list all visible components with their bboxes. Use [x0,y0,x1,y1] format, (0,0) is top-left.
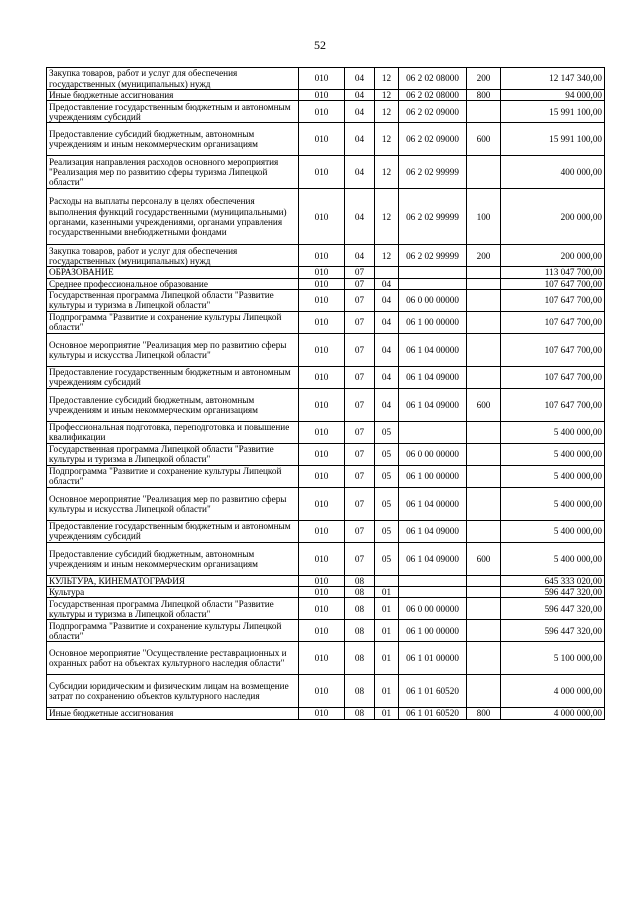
cell-target-article: 06 1 01 60520 [399,708,467,719]
cell-admin-code: 010 [299,267,345,278]
cell-admin-code: 010 [299,366,345,388]
cell-admin-code: 010 [299,587,345,598]
cell-expense-type: 600 [467,388,501,421]
cell-name: Предоставление государственным бюджетным и автономным учреждениям субсидий [47,520,299,542]
cell-amount: 596 447 320,00 [501,620,605,642]
cell-expense-type [467,575,501,586]
cell-subsection: 12 [375,90,399,101]
cell-subsection: 12 [375,245,399,267]
cell-admin-code: 010 [299,156,345,189]
cell-subsection: 01 [375,708,399,719]
cell-subsection: 04 [375,333,399,366]
table-row [47,189,605,245]
cell-section: 07 [345,542,375,575]
cell-section: 04 [345,245,375,267]
table-row [47,156,605,189]
cell-name: Закупка товаров, работ и услуг для обеспечения государственных (муниципальных) нужд [47,245,299,267]
cell-admin-code: 010 [299,642,345,675]
cell-name: Основное мероприятие "Осуществление реставрационных и охранных работ на объектах культурного наследия области" [47,642,299,675]
cell-expense-type [467,487,501,520]
cell-name: Подпрограмма "Развитие и сохранение культуры Липецкой области" [47,620,299,642]
cell-target-article: 06 1 04 00000 [399,333,467,366]
cell-admin-code: 010 [299,189,345,245]
cell-name: Реализация направления расходов основного мероприятия "Реализация мер по развитию сферы туризма Липецкой области" [47,156,299,189]
table-row [47,620,605,642]
table-row [47,311,605,333]
cell-amount: 645 333 020,00 [501,575,605,586]
cell-admin-code: 010 [299,68,345,90]
cell-admin-code: 010 [299,101,345,123]
cell-subsection: 04 [375,366,399,388]
table-row [47,421,605,443]
cell-subsection: 05 [375,421,399,443]
cell-amount: 107 647 700,00 [501,388,605,421]
table-row [47,278,605,289]
cell-target-article: 06 1 04 09000 [399,388,467,421]
cell-name: Государственная программа Липецкой области "Развитие культуры и туризма в Липецкой области" [47,289,299,311]
cell-admin-code: 010 [299,520,345,542]
cell-expense-type [467,278,501,289]
cell-subsection [375,267,399,278]
cell-name: Культура [47,587,299,598]
cell-subsection: 12 [375,68,399,90]
cell-expense-type [467,421,501,443]
cell-target-article: 06 1 00 00000 [399,465,467,487]
cell-name: Государственная программа Липецкой области "Развитие культуры и туризма в Липецкой области" [47,443,299,465]
cell-expense-type [467,675,501,708]
cell-section: 07 [345,289,375,311]
cell-target-article: 06 2 02 99999 [399,156,467,189]
cell-target-article: 06 2 02 08000 [399,68,467,90]
cell-expense-type [467,520,501,542]
table-row [47,520,605,542]
cell-admin-code: 010 [299,421,345,443]
cell-section: 08 [345,620,375,642]
cell-expense-type [467,443,501,465]
cell-name: Основное мероприятие "Реализация мер по развитию сферы культуры и искусства Липецкой области" [47,333,299,366]
cell-target-article: 06 1 00 00000 [399,311,467,333]
cell-subsection [375,575,399,586]
cell-section: 07 [345,443,375,465]
cell-amount: 94 000,00 [501,90,605,101]
cell-target-article: 06 1 04 09000 [399,520,467,542]
cell-target-article: 06 2 02 99999 [399,189,467,245]
table-row [47,542,605,575]
cell-target-article: 06 2 02 09000 [399,123,467,156]
cell-amount: 5 400 000,00 [501,421,605,443]
cell-section: 08 [345,575,375,586]
cell-amount: 107 647 700,00 [501,333,605,366]
table-row [47,575,605,586]
cell-amount: 113 047 700,00 [501,267,605,278]
table-row [47,123,605,156]
cell-admin-code: 010 [299,598,345,620]
cell-subsection: 12 [375,101,399,123]
cell-admin-code: 010 [299,542,345,575]
cell-section: 04 [345,189,375,245]
table-row [47,245,605,267]
cell-name: Предоставление субсидий бюджетным, автономным учреждениям и иным некоммерческим организациям [47,123,299,156]
cell-subsection: 05 [375,465,399,487]
cell-target-article [399,575,467,586]
cell-section: 07 [345,366,375,388]
cell-expense-type: 800 [467,708,501,719]
table-row [47,366,605,388]
cell-section: 07 [345,421,375,443]
cell-admin-code: 010 [299,245,345,267]
cell-expense-type [467,267,501,278]
table-row [47,90,605,101]
cell-name: Субсидии юридическим и физическим лицам на возмещение затрат по сохранению объектов культурного наследия [47,675,299,708]
cell-amount: 15 991 100,00 [501,123,605,156]
cell-admin-code: 010 [299,443,345,465]
cell-admin-code: 010 [299,388,345,421]
cell-target-article [399,267,467,278]
cell-expense-type [467,366,501,388]
cell-amount: 5 400 000,00 [501,443,605,465]
cell-subsection: 12 [375,189,399,245]
cell-name: Расходы на выплаты персоналу в целях обеспечения выполнения функций государственными (муниципальными) органами, казенными учреждениями, органами управления государственными внебюджетными фондами [47,189,299,245]
table-row [47,388,605,421]
cell-name: Подпрограмма "Развитие и сохранение культуры Липецкой области" [47,311,299,333]
cell-target-article: 06 2 02 09000 [399,101,467,123]
cell-subsection: 12 [375,156,399,189]
cell-name: Иные бюджетные ассигнования [47,708,299,719]
cell-expense-type: 600 [467,542,501,575]
cell-target-article: 06 1 00 00000 [399,620,467,642]
cell-target-article: 06 2 02 08000 [399,90,467,101]
cell-expense-type: 200 [467,68,501,90]
cell-expense-type: 200 [467,245,501,267]
cell-amount: 12 147 340,00 [501,68,605,90]
cell-target-article: 06 0 00 00000 [399,289,467,311]
cell-amount: 400 000,00 [501,156,605,189]
cell-name: Предоставление государственным бюджетным и автономным учреждениям субсидий [47,366,299,388]
table-row [47,443,605,465]
cell-name: Предоставление субсидий бюджетным, автономным учреждениям и иным некоммерческим организациям [47,388,299,421]
cell-name: ОБРАЗОВАНИЕ [47,267,299,278]
cell-subsection: 12 [375,123,399,156]
cell-subsection: 04 [375,289,399,311]
cell-admin-code: 010 [299,675,345,708]
cell-section: 04 [345,68,375,90]
cell-subsection: 04 [375,311,399,333]
cell-admin-code: 010 [299,487,345,520]
cell-target-article [399,421,467,443]
cell-target-article: 06 0 00 00000 [399,598,467,620]
cell-name: Профессиональная подготовка, переподготовка и повышение квалификации [47,421,299,443]
cell-section: 07 [345,311,375,333]
table-row [47,101,605,123]
table-row [47,465,605,487]
cell-target-article: 06 1 01 60520 [399,675,467,708]
table-row [47,675,605,708]
table-row [47,68,605,90]
cell-section: 07 [345,267,375,278]
cell-name: Подпрограмма "Развитие и сохранение культуры Липецкой области" [47,465,299,487]
cell-section: 07 [345,465,375,487]
table-row [47,708,605,719]
cell-amount: 5 100 000,00 [501,642,605,675]
cell-expense-type [467,101,501,123]
cell-subsection: 05 [375,542,399,575]
table-row [47,598,605,620]
cell-section: 07 [345,520,375,542]
cell-section: 08 [345,587,375,598]
cell-admin-code: 010 [299,708,345,719]
cell-subsection: 01 [375,620,399,642]
cell-section: 08 [345,675,375,708]
cell-amount: 200 000,00 [501,189,605,245]
cell-amount: 5 400 000,00 [501,520,605,542]
cell-admin-code: 010 [299,123,345,156]
cell-amount: 5 400 000,00 [501,542,605,575]
cell-amount: 596 447 320,00 [501,598,605,620]
cell-amount: 4 000 000,00 [501,675,605,708]
cell-expense-type: 800 [467,90,501,101]
table-row [47,487,605,520]
cell-name: Иные бюджетные ассигнования [47,90,299,101]
cell-amount: 4 000 000,00 [501,708,605,719]
cell-target-article: 06 1 01 00000 [399,642,467,675]
cell-section: 04 [345,156,375,189]
budget-table [46,67,605,720]
cell-admin-code: 010 [299,90,345,101]
cell-amount: 107 647 700,00 [501,289,605,311]
cell-section: 08 [345,708,375,719]
cell-subsection: 01 [375,675,399,708]
cell-amount: 107 647 700,00 [501,278,605,289]
cell-name: Среднее профессиональное образование [47,278,299,289]
cell-section: 08 [345,642,375,675]
cell-expense-type [467,620,501,642]
cell-section: 07 [345,333,375,366]
cell-target-article: 06 0 00 00000 [399,443,467,465]
cell-subsection: 04 [375,388,399,421]
cell-name: Закупка товаров, работ и услуг для обеспечения государственных (муниципальных) нужд [47,68,299,90]
cell-section: 07 [345,487,375,520]
cell-target-article: 06 1 04 00000 [399,487,467,520]
cell-amount: 5 400 000,00 [501,487,605,520]
cell-amount: 200 000,00 [501,245,605,267]
cell-section: 04 [345,101,375,123]
cell-amount: 15 991 100,00 [501,101,605,123]
cell-target-article: 06 1 04 09000 [399,542,467,575]
cell-expense-type [467,642,501,675]
cell-section: 07 [345,388,375,421]
cell-subsection: 04 [375,278,399,289]
cell-name: КУЛЬТУРА, КИНЕМАТОГРАФИЯ [47,575,299,586]
cell-subsection: 05 [375,487,399,520]
cell-target-article: 06 2 02 99999 [399,245,467,267]
cell-expense-type: 600 [467,123,501,156]
page-number: 52 [314,38,326,52]
cell-expense-type [467,289,501,311]
cell-amount: 5 400 000,00 [501,465,605,487]
cell-expense-type [467,587,501,598]
cell-amount: 107 647 700,00 [501,366,605,388]
cell-expense-type [467,598,501,620]
cell-section: 04 [345,123,375,156]
cell-admin-code: 010 [299,289,345,311]
cell-admin-code: 010 [299,620,345,642]
table-row [47,289,605,311]
budget-table-body [47,68,605,720]
cell-name: Предоставление государственным бюджетным и автономным учреждениям субсидий [47,101,299,123]
cell-expense-type [467,156,501,189]
cell-name: Государственная программа Липецкой области "Развитие культуры и туризма в Липецкой области" [47,598,299,620]
cell-amount: 596 447 320,00 [501,587,605,598]
cell-admin-code: 010 [299,333,345,366]
cell-target-article [399,278,467,289]
table-row [47,333,605,366]
cell-expense-type [467,311,501,333]
cell-subsection: 01 [375,642,399,675]
cell-expense-type [467,333,501,366]
table-row [47,267,605,278]
cell-admin-code: 010 [299,465,345,487]
cell-target-article: 06 1 04 09000 [399,366,467,388]
cell-target-article [399,587,467,598]
cell-expense-type [467,465,501,487]
cell-section: 04 [345,90,375,101]
cell-subsection: 01 [375,587,399,598]
cell-subsection: 01 [375,598,399,620]
cell-subsection: 05 [375,520,399,542]
cell-admin-code: 010 [299,575,345,586]
cell-admin-code: 010 [299,278,345,289]
table-row [47,587,605,598]
cell-admin-code: 010 [299,311,345,333]
table-row [47,642,605,675]
cell-name: Основное мероприятие "Реализация мер по развитию сферы культуры и искусства Липецкой области" [47,487,299,520]
cell-subsection: 05 [375,443,399,465]
cell-expense-type: 100 [467,189,501,245]
cell-section: 08 [345,598,375,620]
cell-section: 07 [345,278,375,289]
cell-name: Предоставление субсидий бюджетным, автономным учреждениям и иным некоммерческим организациям [47,542,299,575]
cell-amount: 107 647 700,00 [501,311,605,333]
